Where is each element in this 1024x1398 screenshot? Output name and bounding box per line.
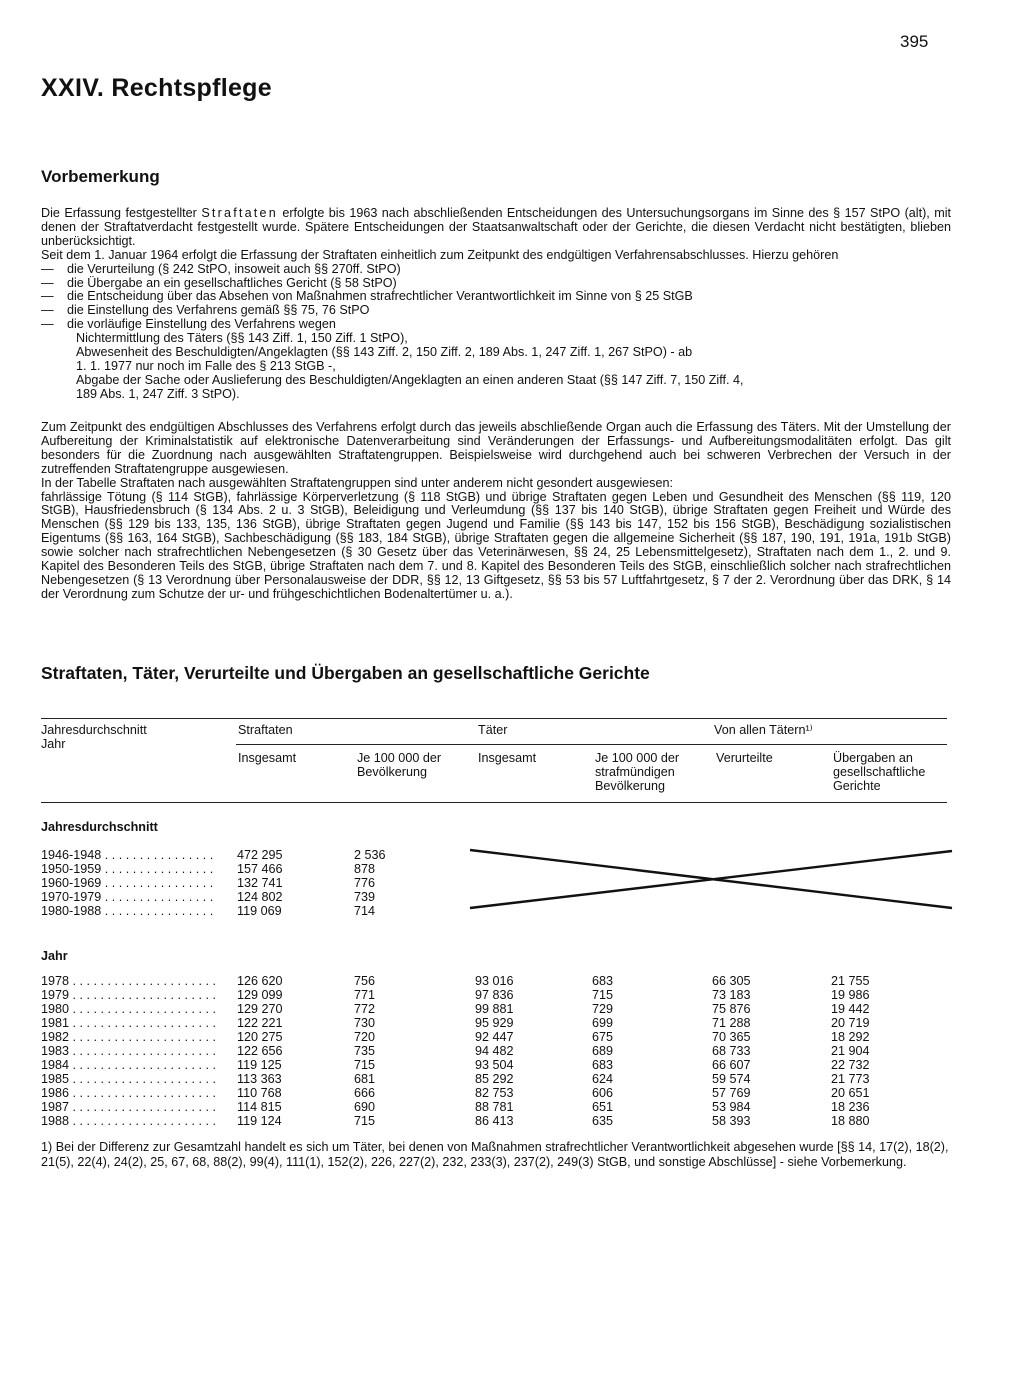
row-label: 1988 . . . — [41, 1115, 217, 1129]
cell-je-100000: 666 — [354, 1086, 376, 1100]
table-row — [41, 1101, 951, 1115]
row-label: 1970-1979 . . . — [41, 891, 217, 905]
list-item — [41, 318, 951, 332]
intro-paragraph-4: In der Tabelle Straftaten nach ausgewählten Straftatengruppen sind unter anderem nicht gesondert ausgewiesen: — [41, 475, 673, 490]
section-heading-vorbemerkung: Vorbemerkung — [41, 167, 160, 186]
cell-uebergaben: 21 904 — [831, 1044, 870, 1058]
table-section-jahr: Jahr — [41, 949, 68, 963]
header-von-allen-taetern: Von allen Tätern¹⁾ — [714, 723, 813, 737]
cell-verurteilte: 58 393 — [712, 1114, 751, 1128]
cell-straftaten: 114 815 — [237, 1100, 282, 1114]
dash-bullet: — — [41, 303, 54, 318]
cell-taeter-je-100000: 699 — [592, 1016, 614, 1030]
list-item — [41, 263, 951, 277]
cell-verurteilte: 66 305 — [712, 974, 751, 988]
dash-bullet: — — [41, 289, 54, 304]
list-item-text: die Entscheidung über das Absehen von Maßnahmen strafrechtlicher Verantwortlichkeit im Sinne von § 25 StGB — [67, 289, 693, 304]
table-row — [41, 989, 951, 1003]
cell-taeter: 93 504 — [475, 1058, 514, 1072]
table-row — [41, 1031, 951, 1045]
cell-uebergaben: 18 236 — [831, 1100, 870, 1114]
not-applicable-cross — [468, 845, 956, 915]
table-row — [41, 1059, 951, 1073]
list-item-text: die Übergabe an ein gesellschaftliches Gericht (§ 58 StPO) — [67, 275, 397, 290]
cell-je-100000: 756 — [354, 974, 376, 988]
cell-uebergaben: 21 773 — [831, 1072, 870, 1086]
header-je-100000-strafmuendig: Je 100 000 der strafmündigen Bevölkerung — [595, 751, 680, 793]
header-je-100000-bevoelkerung: Je 100 000 der Bevölkerung — [357, 751, 442, 779]
cell-taeter-je-100000: 689 — [592, 1044, 614, 1058]
cell-uebergaben: 22 732 — [831, 1058, 870, 1072]
header-insgesamt: Insgesamt — [238, 751, 297, 765]
cell-straftaten: 124 802 — [237, 890, 283, 904]
table-heading: Straftaten, Täter, Verurteilte und Übergaben an gesellschaftliche Gerichte — [41, 663, 650, 683]
intro-paragraph-2: Seit dem 1. Januar 1964 erfolgt die Erfassung der Straftaten einheitlich zum Zeitpunkt des endgültigen Verfahrensabschlusses. Hierzu gehören — [41, 247, 839, 262]
cell-uebergaben: 18 292 — [831, 1030, 870, 1044]
table-row — [41, 975, 951, 989]
cell-verurteilte: 73 183 — [712, 988, 751, 1002]
cell-straftaten: 129 099 — [237, 988, 283, 1002]
dash-bullet: — — [41, 275, 54, 290]
intro-text — [41, 207, 951, 402]
header-row-label-2: Jahr — [41, 737, 66, 751]
header-verurteilte: Verurteilte — [716, 751, 773, 765]
intro-p1-end: erfolgte bis 1963 nach abschließenden Entscheidungen des Untersuchungsorgans im Sinne des § 157 StPO (alt), mit denen der Straftatverdacht festgestellt wurde. Spätere Entscheidungen der Staatsanwaltschaft oder der Gerichte, die diesen Verdacht nicht bestätigten, blieben unberücksichtigt. — [41, 206, 951, 248]
page-number: 395 — [900, 32, 929, 51]
cell-je-100000: 771 — [354, 988, 376, 1002]
row-label: 1979 . . . — [41, 989, 217, 1003]
cell-je-100000: 739 — [354, 890, 376, 904]
table-row — [41, 1003, 951, 1017]
intro-text-2 — [41, 421, 951, 602]
row-label: 1981 . . . — [41, 1017, 217, 1031]
row-label: 1983 . . . — [41, 1045, 217, 1059]
cell-je-100000: 714 — [354, 904, 376, 918]
intro-p1-start: Die Erfassung festgestellter — [41, 206, 202, 220]
cell-taeter-je-100000: 675 — [592, 1030, 614, 1044]
chapter-title: XXIV. Rechtspflege — [41, 74, 272, 102]
cell-straftaten: 113 363 — [237, 1072, 282, 1086]
cell-straftaten: 119 125 — [237, 1058, 282, 1072]
cell-straftaten: 472 295 — [237, 848, 283, 862]
table-row — [41, 1045, 951, 1059]
row-label: 1987 . . . — [41, 1101, 217, 1115]
sub-item-continuation: 189 Abs. 1, 247 Ziff. 3 StPO). — [76, 386, 240, 401]
cell-taeter-je-100000: 683 — [592, 1058, 614, 1072]
cell-straftaten: 122 656 — [237, 1044, 283, 1058]
cell-taeter-je-100000: 683 — [592, 974, 614, 988]
row-label: 1960-1969 . . . — [41, 877, 217, 891]
cell-taeter: 97 836 — [475, 988, 514, 1002]
cell-taeter: 92 447 — [475, 1030, 514, 1044]
intro-p1-emphasis: Straftaten — [201, 206, 278, 220]
cell-taeter: 85 292 — [475, 1072, 514, 1086]
sub-item: Abwesenheit des Beschuldigten/Angeklagten (§§ 143 Ziff. 2, 150 Ziff. 2, 189 Abs. 1, 247 Ziff. 1, 267 StPO) - ab — [76, 345, 693, 360]
header-straftaten: Straftaten — [238, 723, 293, 737]
sub-item-continuation: 1. 1. 1977 nur noch im Falle des § 213 StGB -, — [76, 358, 336, 373]
header-taeter: Täter — [478, 723, 508, 737]
sub-item: Nichtermittlung des Täters (§§ 143 Ziff. 1, 150 Ziff. 1 StPO), — [76, 331, 408, 346]
cell-je-100000: 681 — [354, 1072, 376, 1086]
cell-straftaten: 129 270 — [237, 1002, 283, 1016]
cell-taeter: 82 753 — [475, 1086, 514, 1100]
table-section-jahresdurchschnitt: Jahresdurchschnitt — [41, 820, 158, 834]
cell-taeter: 94 482 — [475, 1044, 514, 1058]
cell-je-100000: 772 — [354, 1002, 376, 1016]
row-label: 1950-1959 . . . — [41, 863, 217, 877]
cell-straftaten: 122 221 — [237, 1016, 283, 1030]
header-sub-rule — [236, 744, 947, 745]
cell-je-100000: 690 — [354, 1100, 376, 1114]
dash-bullet: — — [41, 261, 54, 276]
cell-verurteilte: 57 769 — [712, 1086, 751, 1100]
cell-verurteilte: 59 574 — [712, 1072, 751, 1086]
cell-je-100000: 720 — [354, 1030, 376, 1044]
cell-taeter: 88 781 — [475, 1100, 514, 1114]
cell-verurteilte: 66 607 — [712, 1058, 751, 1072]
header-insgesamt-taeter: Insgesamt — [478, 751, 537, 765]
table-footnote: 1) Bei der Differenz zur Gesamtzahl handelt es sich um Täter, bei denen von Maßnahmen strafrechtlicher Verantwortlichkeit abgesehen wurde [§§ 14, 17(2), 18(2), 21(5), 22(4), 24(2), 25, 67, 68, 88(2), 99(4), 111(1), 152(2), 226, 227(2), 232, 233(3), 237(2), 249(3) StGB, und sonstige Abschlüsse] - siehe Vorbemerkung. — [41, 1140, 949, 1169]
row-label: 1982 . . . — [41, 1031, 217, 1045]
cell-taeter-je-100000: 715 — [592, 988, 614, 1002]
cell-taeter: 93 016 — [475, 974, 514, 988]
row-label: 1985 . . . — [41, 1073, 217, 1087]
intro-paragraph-1 — [41, 207, 951, 249]
intro-paragraph-3: Zum Zeitpunkt des endgültigen Abschlusses des Verfahrens erfolgt durch das jeweils abschließende Organ auch die Erfassung des Täters. Mit der Umstellung der Aufbereitung der Kriminalstatistik auf elektronische Datenverarbeitung sind Veränderungen der Erfassungs- und Aufbereitungsmodalitäten erfolgt. Das gilt besonders für die Zuordnung nach ausgewählten Straftatengruppen. Beispielsweise wird durchgehend auch bei schweren Verbrechen der Versuch in der zutreffenden Straftatengruppe ausgewiesen. — [41, 420, 951, 476]
cell-verurteilte: 75 876 — [712, 1002, 751, 1016]
table-row — [41, 1115, 951, 1129]
list-item-text: die Verurteilung (§ 242 StPO, insoweit auch §§ 270ff. StPO) — [67, 261, 401, 276]
row-label: 1984 . . . — [41, 1059, 217, 1073]
list-item — [41, 304, 951, 318]
cell-uebergaben: 20 719 — [831, 1016, 870, 1030]
row-label: 1978 . . . — [41, 975, 217, 989]
cell-verurteilte: 71 288 — [712, 1016, 751, 1030]
cell-verurteilte: 70 365 — [712, 1030, 751, 1044]
cell-taeter: 99 881 — [475, 1002, 514, 1016]
cell-taeter: 95 929 — [475, 1016, 514, 1030]
cell-je-100000: 776 — [354, 876, 376, 890]
cell-straftaten: 110 768 — [237, 1086, 282, 1100]
table-row — [41, 1017, 951, 1031]
cell-je-100000: 730 — [354, 1016, 376, 1030]
intro-paragraph-5: fahrlässige Tötung (§ 114 StGB), fahrlässige Körperverletzung (§ 118 StGB) und übrige Straftaten gegen Leben und Gesundheit des Menschen (§§ 119, 120 StGB), Hausfriedensbruch (§ 134 Abs. 2 u. 3 StGB), Beleidigung und Verleumdung (§§ 137 bis 140 StGB), übrige Straftaten gegen Freiheit und Würde des Menschen (§§ 129 bis 133, 135, 136 StGB), übrige Straftaten gegen Jugend und Familie (§§ 143 bis 147, 152 bis 156 StGB), Beschädigung sozialistischen Eigentums (§§ 163, 164 StGB), Sachbeschädigung (§§ 183, 184 StGB), übrige Straftaten gegen die allgemeine Sicherheit (§§ 187, 190, 191, 191a, 191b StGB) sowie solcher nach strafrechtlichen Nebengesetzen (§ 30 Gesetz über das Veterinärwesen, §§ 24, 25 Lebensmittelgesetz), Straftaten nach dem 1., 2. und 9. Kapitel des Besonderen Teils des StGB, übrige Straftaten nach dem 7. und 8. Kapitel des Besonderen Teils des StGB, einschließlich solcher nach strafrechtlichen Nebengesetzen (§ 13 Verordnung über Personalausweise der DDR, §§ 12, 13 Giftgesetz, §§ 53 bis 57 Luftfahrtgesetz, § 7 der 2. Verordnung über das DRK, § 14 der Verordnung zum Schutze der ur- und frühgeschichtlichen Bodenaltertümer u. a.). — [41, 489, 951, 601]
cell-straftaten: 132 741 — [237, 876, 283, 890]
cell-verurteilte: 53 984 — [712, 1100, 751, 1114]
list-item-text: die vorläufige Einstellung des Verfahrens wegen — [67, 317, 336, 332]
cell-je-100000: 878 — [354, 862, 376, 876]
cell-straftaten: 119 069 — [237, 904, 282, 918]
cell-straftaten: 119 124 — [237, 1114, 282, 1128]
cell-je-100000: 2 536 — [354, 848, 386, 862]
cell-straftaten: 120 275 — [237, 1030, 283, 1044]
table-row — [41, 1087, 951, 1101]
header-row-label-1: Jahresdurchschnitt — [41, 723, 147, 737]
cell-taeter-je-100000: 606 — [592, 1086, 614, 1100]
dash-bullet: — — [41, 317, 54, 332]
header-bottom-rule — [41, 802, 947, 803]
row-label: 1986 . . . — [41, 1087, 217, 1101]
cell-je-100000: 715 — [354, 1058, 376, 1072]
header-uebergaben: Übergaben an gesellschaftliche Gerichte — [833, 751, 926, 793]
list-item — [41, 277, 951, 291]
list-item-text: die Einstellung des Verfahrens gemäß §§ 75, 76 StPO — [67, 303, 370, 318]
table-row — [41, 1073, 951, 1087]
list-item — [41, 290, 951, 304]
row-label: 1980 . . . — [41, 1003, 217, 1017]
cell-uebergaben: 21 755 — [831, 974, 870, 988]
cell-taeter-je-100000: 651 — [592, 1100, 614, 1114]
cell-uebergaben: 19 442 — [831, 1002, 870, 1016]
row-label: 1980-1988 . . . — [41, 905, 217, 919]
cell-straftaten: 157 466 — [237, 862, 283, 876]
cell-uebergaben: 20 651 — [831, 1086, 870, 1100]
sub-item: Abgabe der Sache oder Auslieferung des Beschuldigten/Angeklagten an einen anderen Staat (§§ 147 Ziff. 7, 150 Ziff. 4, — [76, 372, 744, 387]
cell-je-100000: 735 — [354, 1044, 376, 1058]
table-top-rule — [41, 718, 947, 719]
cell-uebergaben: 19 986 — [831, 988, 870, 1002]
cell-verurteilte: 68 733 — [712, 1044, 751, 1058]
cell-straftaten: 126 620 — [237, 974, 283, 988]
cell-taeter: 86 413 — [475, 1114, 514, 1128]
cell-taeter-je-100000: 624 — [592, 1072, 614, 1086]
cell-je-100000: 715 — [354, 1114, 376, 1128]
row-label: 1946-1948 . . . — [41, 849, 217, 863]
cell-taeter-je-100000: 729 — [592, 1002, 614, 1016]
cell-taeter-je-100000: 635 — [592, 1114, 614, 1128]
cell-uebergaben: 18 880 — [831, 1114, 870, 1128]
